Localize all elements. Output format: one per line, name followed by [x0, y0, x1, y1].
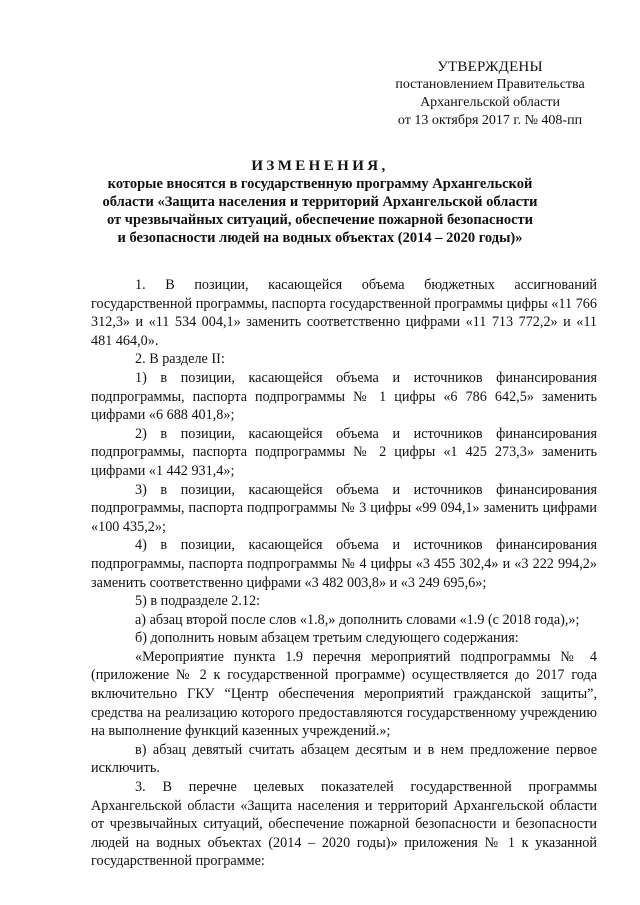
- paragraph: 2. В разделе II:: [135, 351, 225, 368]
- paragraph: 3) в позиции, касающейся объема и источников финансирования подпрограммы, паспорта подпрограммы № 3 цифры «99 094,1» заменить цифрами «100 435,2»;: [91, 481, 597, 535]
- heading-line: которые вносятся в государственную программу Архангельской: [107, 176, 533, 192]
- paragraph: 3. В перечне целевых показателей государственной программы Архангельской области «Защита населения и территорий Архангельской области от чрезвычайных ситуаций, обеспечение пожарной безопасности и безопасности людей на водных объектах (2014 – 2020 годы)» приложения № 1 к указанной государственной программе:: [91, 779, 597, 870]
- approval-line: постановлением Правительства: [395, 77, 585, 92]
- paragraph: 1. В позиции, касающейся объема бюджетных ассигнований государственной программы, паспорта государственной программы цифры «11 766 312,3» и «11 534 004,1» заменить соответственно цифрами «11 713 772,2» и «11 481 464,0».: [91, 277, 597, 349]
- heading-line: от чрезвычайных ситуаций, обеспечение пожарной безопасности: [106, 212, 533, 228]
- document-heading: [70, 157, 570, 247]
- paragraph: 2) в позиции, касающейся объема и источников финансирования подпрограммы, паспорта подпрограммы № 2 цифры «1 425 273,3» заменить цифрами «1 442 931,4»;: [91, 425, 597, 479]
- document-body: [91, 276, 597, 871]
- paragraph: а) абзац второй после слов «1.8,» дополнить словами «1.9 (с 2018 года),»;: [135, 611, 580, 628]
- heading-main: ИЗМЕНЕНИЯ,: [251, 158, 389, 174]
- heading-line: и безопасности людей на водных объектах (2014 – 2020 годы)»: [117, 230, 523, 246]
- approval-stamp: [376, 58, 604, 130]
- approval-line: от 13 октября 2017 г. № 408-пп: [397, 113, 583, 128]
- paragraph: 5) в подразделе 2.12:: [135, 593, 261, 610]
- heading-line: области «Защита населения и территорий Архангельской области: [102, 194, 538, 210]
- paragraph: б) дополнить новым абзацем третьим следующего содержания:: [135, 630, 519, 647]
- approval-title: УТВЕРЖДЕНЫ: [437, 59, 543, 75]
- approval-line: Архангельской области: [420, 95, 560, 110]
- quoted-paragraph: «Мероприятие пункта 1.9 перечня мероприятий подпрограммы № 4 (приложение № 2 к государственной программе) осуществляется до 2017 года включительно ГКУ “Центр обеспечения мероприятий гражданской защиты”, средства на реализацию которого предоставляются государственному учреждению на выполнение функций казенных учреждений.»;: [91, 648, 597, 740]
- paragraph: 4) в позиции, касающейся объема и источников финансирования подпрограммы, паспорта подпрограммы № 4 цифры «3 455 302,4» и «3 222 994,2» заменить соответственно цифрами «3 482 003,8» и «3 249 695,6»;: [91, 537, 597, 591]
- paragraph: 1) в позиции, касающейся объема и источников финансирования подпрограммы, паспорта подпрограммы № 1 цифры «6 786 642,5» заменить цифрами «6 688 401,8»;: [91, 369, 597, 424]
- paragraph: в) абзац девятый считать абзацем десятым и в нем предложение первое исключить.: [91, 741, 597, 777]
